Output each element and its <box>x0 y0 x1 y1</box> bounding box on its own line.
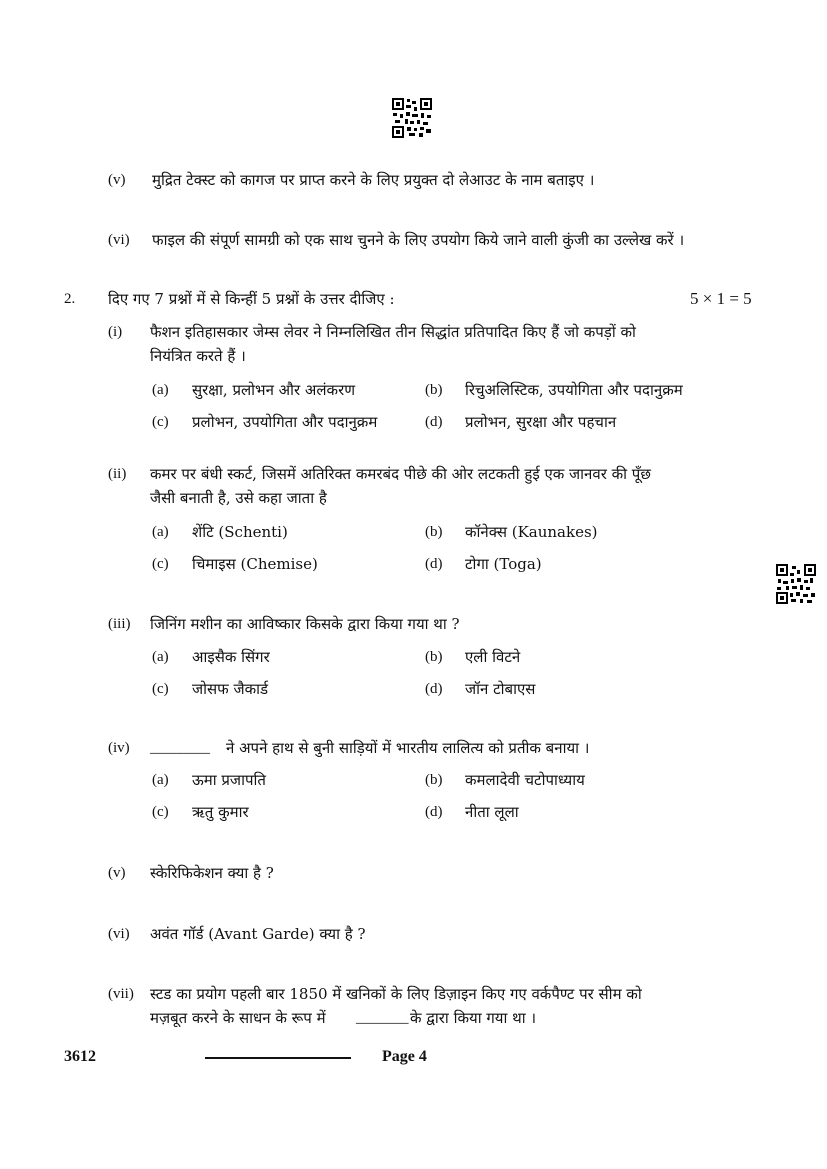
option-text: एली विटने <box>465 648 521 666</box>
page-number: Page 4 <box>382 1048 427 1065</box>
option-text: ऊमा प्रजापति <box>192 771 266 789</box>
option-text: जॉन टोबाएस <box>465 680 536 698</box>
option-label: (c) <box>152 556 169 572</box>
marks-allocation: 5 × 1 = 5 <box>690 289 752 308</box>
question-text: जिनिंग मशीन का आविष्कार किसके द्वारा किया गया था ? <box>150 615 460 633</box>
option-label: (b) <box>425 382 443 398</box>
qr-code-icon <box>392 98 432 138</box>
question-text: मज़बूत करने के साधन के रूप में <box>150 1009 326 1027</box>
question-text: ने अपने हाथ से बुनी साड़ियों में भारतीय लालित्य को प्रतीक बनाया । <box>226 739 590 757</box>
fill-in-blank: _______ <box>356 1010 409 1026</box>
option-label: (c) <box>152 414 169 430</box>
option-label: (b) <box>425 524 443 540</box>
question-main-number: 2. <box>64 291 76 307</box>
option-text: शेंटि (Schenti) <box>192 523 288 541</box>
question-number: (iii) <box>108 616 131 632</box>
option-text: जोसफ जैकार्ड <box>192 680 269 698</box>
option-label: (c) <box>152 804 169 820</box>
option-label: (b) <box>425 772 443 788</box>
question-number: (v) <box>108 172 126 188</box>
option-label: (d) <box>425 804 443 820</box>
option-text: रिचुअलिस्टिक, उपयोगिता और पदानुक्रम <box>465 381 683 399</box>
option-text: आइसैक सिंगर <box>192 648 270 666</box>
option-label: (d) <box>425 414 443 430</box>
question-number: (vi) <box>108 926 130 942</box>
option-label: (a) <box>152 382 169 398</box>
option-label: (b) <box>425 649 443 665</box>
option-text: सुरक्षा, प्रलोभन और अलंकरण <box>192 381 356 399</box>
option-text: टोगा (Toga) <box>465 555 542 573</box>
qr-code-icon <box>776 564 816 604</box>
option-label: (a) <box>152 772 169 788</box>
question-text: कमर पर बंधी स्कर्ट, जिसमें अतिरिक्त कमरबंद पीछे की ओर लटकती हुई एक जानवर की पूँछ <box>150 465 651 483</box>
option-text: नीता लूला <box>465 803 519 821</box>
question-instruction: दिए गए 7 प्रश्नों में से किन्हीं 5 प्रश्नों के उत्तर दीजिए : <box>108 290 395 308</box>
question-number: (vi) <box>108 232 130 248</box>
option-text: चिमाइस (Chemise) <box>192 555 318 573</box>
question-text: स्केरिफिकेशन क्या है ? <box>150 864 274 882</box>
question-text: अवंत गॉर्ड (Avant Garde) क्या है ? <box>150 925 366 943</box>
option-label: (c) <box>152 681 169 697</box>
question-text: नियंत्रित करते हैं । <box>150 347 246 365</box>
question-text: स्टड का प्रयोग पहली बार 1850 में खनिकों के लिए डिज़ाइन किए गए वर्कपैण्ट पर सीम को <box>150 985 642 1003</box>
footer-divider <box>205 1057 351 1059</box>
question-text: मुद्रित टेक्स्ट को कागज पर प्राप्त करने के लिए प्रयुक्त दो लेआउट के नाम बताइए । <box>152 171 595 189</box>
option-text: ऋतु कुमार <box>192 803 249 821</box>
option-label: (d) <box>425 556 443 572</box>
paper-code: 3612 <box>64 1048 96 1065</box>
question-number: (iv) <box>108 740 130 756</box>
question-text: जैसी बनाती है, उसे कहा जाता है <box>150 489 327 507</box>
option-label: (d) <box>425 681 443 697</box>
option-text: प्रलोभन, सुरक्षा और पहचान <box>465 413 617 431</box>
option-label: (a) <box>152 649 169 665</box>
question-number: (v) <box>108 865 126 881</box>
fill-in-blank: ________ <box>150 740 210 756</box>
question-text: फाइल की संपूर्ण सामग्री को एक साथ चुनने के लिए उपयोग किये जाने वाली कुंजी का उल्लेख करें । <box>152 231 685 249</box>
option-text: कमलादेवी चटोपाध्याय <box>465 771 585 789</box>
question-text: फैशन इतिहासकार जेम्स लेवर ने निम्नलिखित तीन सिद्धांत प्रतिपादित किए हैं जो कपड़ों को <box>150 323 636 341</box>
question-number: (i) <box>108 324 123 340</box>
question-number: (vii) <box>108 986 134 1002</box>
option-text: प्रलोभन, उपयोगिता और पदानुक्रम <box>192 413 378 431</box>
question-text: के द्वारा किया गया था । <box>410 1009 537 1027</box>
option-text: कॉनेक्स (Kaunakes) <box>465 523 598 541</box>
question-number: (ii) <box>108 466 127 482</box>
option-label: (a) <box>152 524 169 540</box>
